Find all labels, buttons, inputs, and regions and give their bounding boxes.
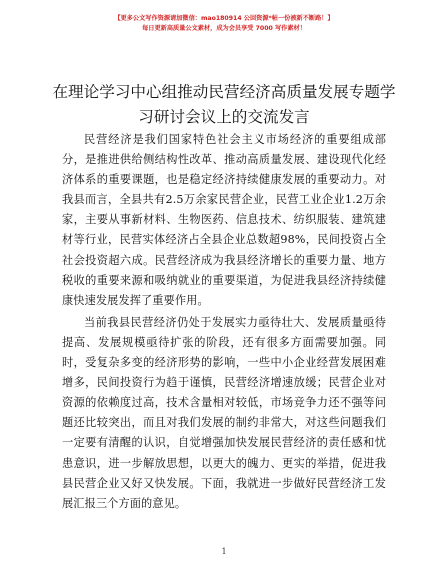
promo-banner-line-2: 每日更新高质量公文素材，成为会员享受 7000 写作素材！ — [142, 25, 306, 32]
document-title: 在理论学习中心组推动民营经济高质量发展专题学习研讨会议上的交流发言 — [52, 83, 396, 126]
body-paragraph: 民营经济是我们国家特色社会主义市场经济的重要组成部分，是推进供给侧结构性改革、推动高质量发展、建设现代化经济体系的重要课题，也是稳定经济持续健康发展的重要动力。对我县而言，全县共有2.5万余家民营企业，民营工业企业1.2万余家，主要从事新材料、生物医药、信息技术、纺织服装、建筑建材等行业，民营实体经济占全县企业总数超98%，民间投资占全社会投资超六成。民营经济成为我县经济增长的重要力量、地方税收的重要来源和吸纳就业的重要渠道，为促进我县经济持续健康快速发展发挥了重要作用。 — [62, 133, 386, 307]
promo-banner — [0, 14, 448, 34]
document-body — [62, 130, 386, 514]
promo-banner-line-1: 【更多公文写作资源请加微信：mao180914 公回资源*帖一份被新不断路！】 — [114, 15, 334, 22]
page-number: 1 — [221, 547, 227, 556]
body-paragraph: 当前我县民营经济仍处于发展实力亟待壮大、发展质量亟待提高、发展规模亟待扩张的阶段，还有很多方面需要加强。同时，受复杂多变的经济形势的影响，一些中小企业经营发展困难增多，民间投资行为趋于谨慎，民营经济增速放缓；民营企业对资源的依赖度过高，技术含量相对较低，市场竞争力还不强等问题还比较突出，而且对我们发展的制约非常大，对这些问题我们一定要有清醒的认识，自觉增强加快发展民营经济的责任感和忧患意识，进一步解放思想，以更大的魄力、更实的举措，促进我县民营企业又好又快发展。下面，我就进一步做好民营经济工发展汇报三个方面的意见。 — [62, 315, 386, 510]
